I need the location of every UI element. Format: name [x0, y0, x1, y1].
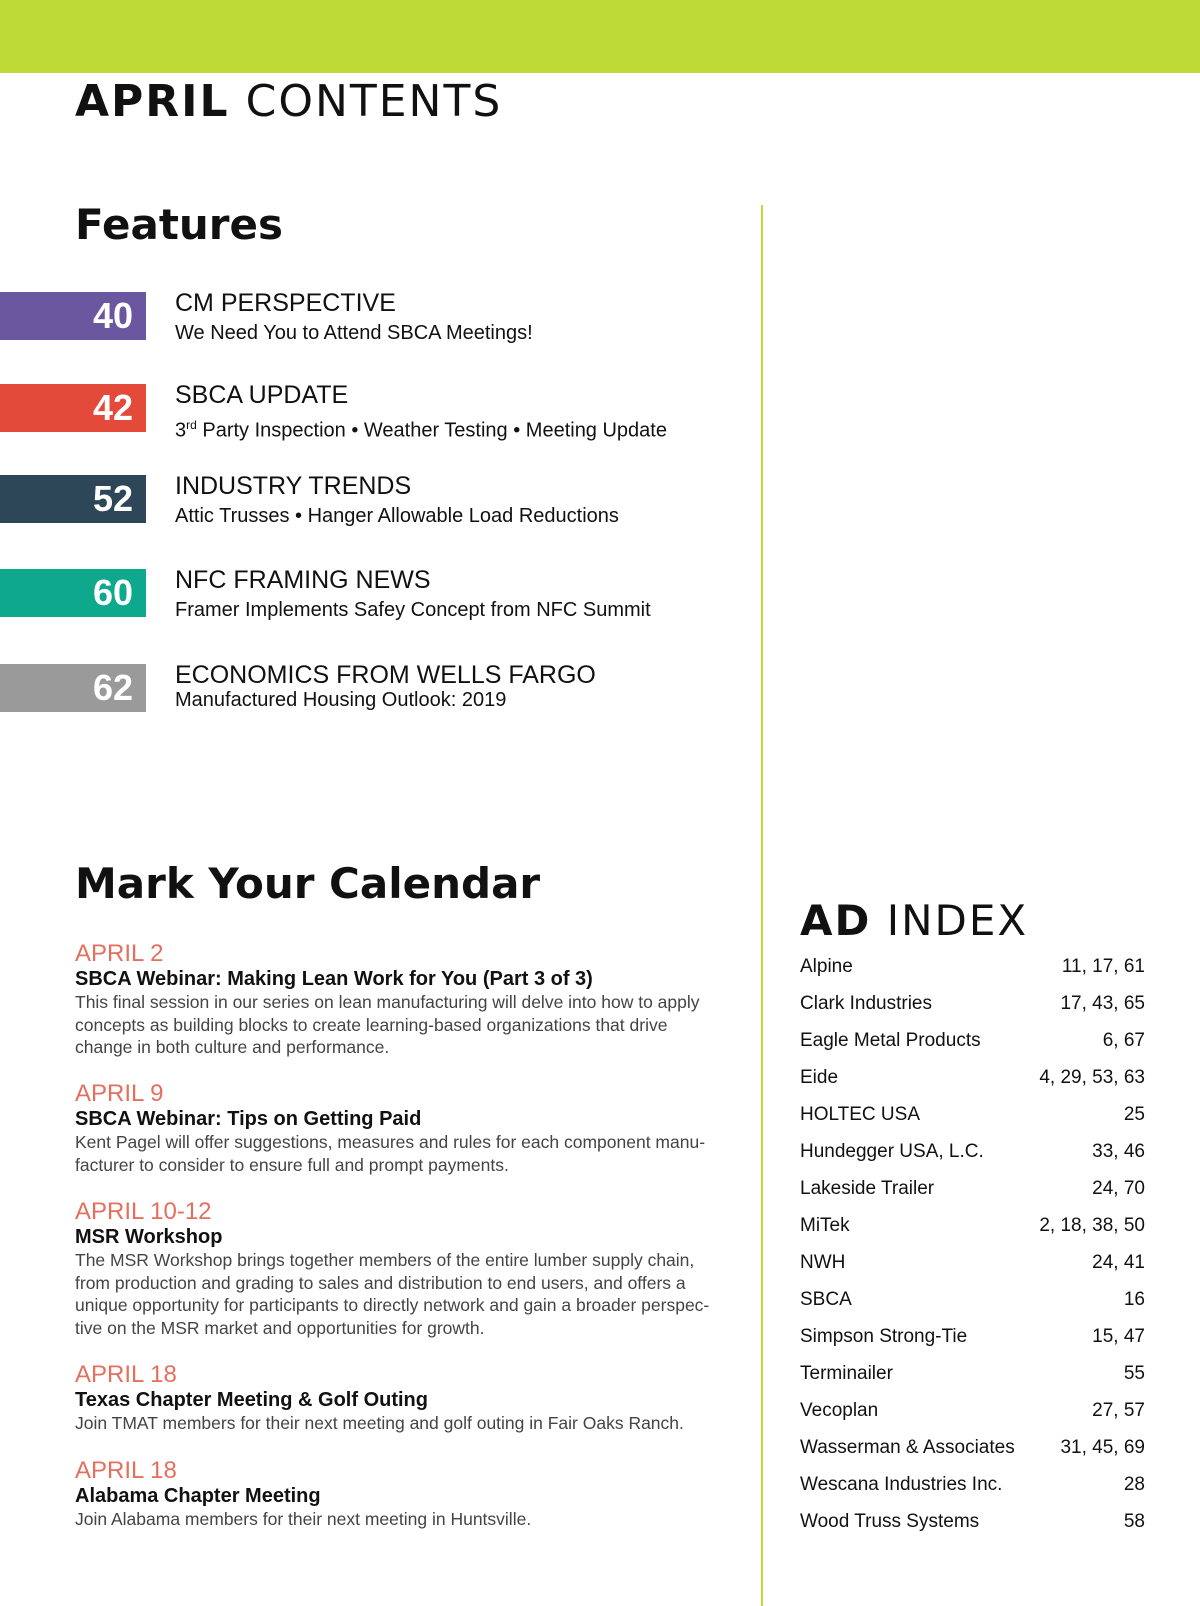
feature-subtitle: Attic Trusses • Hanger Allowable Load Reductions [175, 505, 619, 527]
advertiser-pages: 15, 47 [1092, 1326, 1145, 1347]
feature-subtitle: Manufactured Housing Outlook: 2019 [175, 689, 507, 711]
advertiser-name: Eide [800, 1067, 839, 1088]
calendar-event [75, 1362, 740, 1435]
advertiser-name: SBCA [800, 1289, 852, 1310]
event-description-line: concepts as building blocks to create learning-based organizations that drive [75, 1014, 668, 1035]
feature-subtitle: Framer Implements Safey Concept from NFC Summit [175, 599, 651, 621]
feature-subtitle-prefix: 3 [175, 419, 187, 442]
calendar-event [75, 941, 740, 1059]
feature-page-number: 42 [0, 384, 146, 432]
feature-title: CM PERSPECTIVE [175, 289, 396, 317]
advertiser-name: HOLTEC USA [800, 1104, 921, 1125]
advertiser-name: Alpine [800, 956, 853, 977]
ad-index-list [800, 948, 1145, 1540]
ad-index-row[interactable] [800, 1503, 1145, 1540]
advertiser-pages: 33, 46 [1092, 1141, 1145, 1162]
advertiser-pages: 31, 45, 69 [1060, 1437, 1145, 1458]
advertiser-name: Simpson Strong-Tie [800, 1326, 968, 1347]
event-description-line: unique opportunity for participants to directly network and gain a broader perspec- [75, 1295, 710, 1315]
advertiser-pages: 55 [1123, 1363, 1145, 1384]
feature-subtitle-rest: Party Inspection • Weather Testing • Meeting Update [196, 419, 667, 442]
ad-index-row[interactable] [800, 1244, 1145, 1281]
advertiser-pages: 11, 17, 61 [1061, 956, 1145, 977]
event-description-line: Kent Pagel will offer suggestions, measures and rules for each component manu- [75, 1132, 706, 1152]
calendar-event [75, 1199, 740, 1339]
event-date: APRIL 18 [75, 1361, 177, 1388]
advertiser-pages: 27, 57 [1092, 1400, 1145, 1421]
feature-title: SBCA UPDATE [175, 381, 349, 409]
advertiser-name: MiTek [800, 1215, 850, 1236]
ad-index-row[interactable] [800, 1392, 1145, 1429]
advertiser-name: Eagle Metal Products [800, 1030, 981, 1051]
ad-index-row[interactable] [800, 948, 1145, 985]
ad-index-heading-light: INDEX [886, 896, 1029, 945]
ad-index-row[interactable] [800, 985, 1145, 1022]
page-title-light: CONTENTS [245, 76, 503, 127]
feature-subtitle: We Need You to Attend SBCA Meetings! [175, 322, 533, 344]
ad-index-row[interactable] [800, 1096, 1145, 1133]
advertiser-name: Wescana Industries Inc. [800, 1474, 1003, 1495]
event-title: SBCA Webinar: Tips on Getting Paid [75, 1108, 422, 1130]
advertiser-pages: 25 [1123, 1104, 1145, 1125]
event-title: MSR Workshop [75, 1226, 223, 1248]
event-description [75, 1131, 740, 1176]
advertiser-pages: 6, 67 [1102, 1030, 1145, 1051]
advertiser-name: Hundegger USA, L.C. [800, 1141, 984, 1162]
ad-index-row[interactable] [800, 1466, 1145, 1503]
event-description [75, 1412, 740, 1435]
advertiser-pages: 24, 41 [1092, 1252, 1145, 1273]
event-date: APRIL 18 [75, 1457, 177, 1484]
feature-title: ECONOMICS FROM WELLS FARGO [175, 661, 596, 689]
feature-page-number: 40 [0, 292, 146, 340]
feature-title: INDUSTRY TRENDS [175, 472, 412, 500]
event-description [75, 991, 740, 1059]
event-date: APRIL 9 [75, 1080, 164, 1107]
feature-subtitle [175, 413, 667, 443]
event-description-line: The MSR Workshop brings together members of the entire lumber supply chain, [75, 1250, 695, 1270]
column-divider [761, 205, 763, 1606]
feature-title: NFC FRAMING NEWS [175, 566, 431, 594]
event-description [75, 1508, 740, 1531]
advertiser-name: Vecoplan [800, 1400, 879, 1421]
event-description-line: facturer to consider to ensure full and prompt payments. [75, 1154, 509, 1175]
ad-index-row[interactable] [800, 1429, 1145, 1466]
ad-index-heading [800, 898, 1028, 944]
top-accent-bar [0, 0, 1200, 73]
calendar-heading: Mark Your Calendar [75, 859, 541, 908]
page-title-bold: APRIL [75, 76, 230, 127]
ad-index-row[interactable] [800, 1355, 1145, 1392]
feature-page-number: 52 [0, 475, 146, 523]
ad-index-row[interactable] [800, 1281, 1145, 1318]
event-date: APRIL 2 [75, 940, 164, 967]
feature-page-number: 60 [0, 569, 146, 617]
event-title: Texas Chapter Meeting & Golf Outing [75, 1389, 428, 1411]
calendar-event [75, 1458, 740, 1531]
event-description-line: change in both culture and performance. [75, 1037, 390, 1057]
features-heading: Features [75, 200, 283, 249]
advertiser-name: Wasserman & Associates [800, 1437, 1015, 1458]
event-description-line: tive on the MSR market and opportunities for growth. [75, 1317, 485, 1338]
advertiser-name: Terminailer [800, 1363, 893, 1384]
ad-index-row[interactable] [800, 1022, 1145, 1059]
advertiser-pages: 17, 43, 65 [1060, 993, 1145, 1014]
event-description-line: from production and grading to sales and distribution to end users, and offers a [75, 1272, 686, 1293]
advertiser-pages: 58 [1123, 1511, 1145, 1532]
event-description-line: This final session in our series on lean manufacturing will delve into how to apply [75, 992, 700, 1012]
event-description [75, 1249, 740, 1339]
advertiser-name: Clark Industries [800, 993, 932, 1014]
advertiser-pages: 4, 29, 53, 63 [1039, 1067, 1145, 1088]
feature-page-number: 62 [0, 664, 146, 712]
advertiser-pages: 28 [1123, 1474, 1145, 1495]
feature-subtitle-superscript: rd [186, 418, 197, 432]
ad-index-heading-bold: AD [800, 896, 872, 945]
ad-index-row[interactable] [800, 1059, 1145, 1096]
ad-index-row[interactable] [800, 1207, 1145, 1244]
advertiser-name: NWH [800, 1252, 846, 1273]
ad-index-row[interactable] [800, 1133, 1145, 1170]
event-title: Alabama Chapter Meeting [75, 1485, 321, 1507]
ad-index-row[interactable] [800, 1170, 1145, 1207]
advertiser-pages: 24, 70 [1092, 1178, 1145, 1199]
event-description-line: Join Alabama members for their next meeting in Huntsville. [75, 1509, 532, 1529]
event-title: SBCA Webinar: Making Lean Work for You (Part 3 of 3) [75, 968, 593, 990]
advertiser-name: Lakeside Trailer [800, 1178, 935, 1199]
event-date: APRIL 10-12 [75, 1198, 212, 1225]
page-title [75, 78, 502, 126]
calendar-event [75, 1081, 740, 1176]
ad-index-row[interactable] [800, 1318, 1145, 1355]
advertiser-pages: 16 [1123, 1289, 1145, 1310]
advertiser-name: Wood Truss Systems [800, 1511, 980, 1532]
advertiser-pages: 2, 18, 38, 50 [1039, 1215, 1145, 1236]
event-description-line: Join TMAT members for their next meeting and golf outing in Fair Oaks Ranch. [75, 1413, 684, 1433]
